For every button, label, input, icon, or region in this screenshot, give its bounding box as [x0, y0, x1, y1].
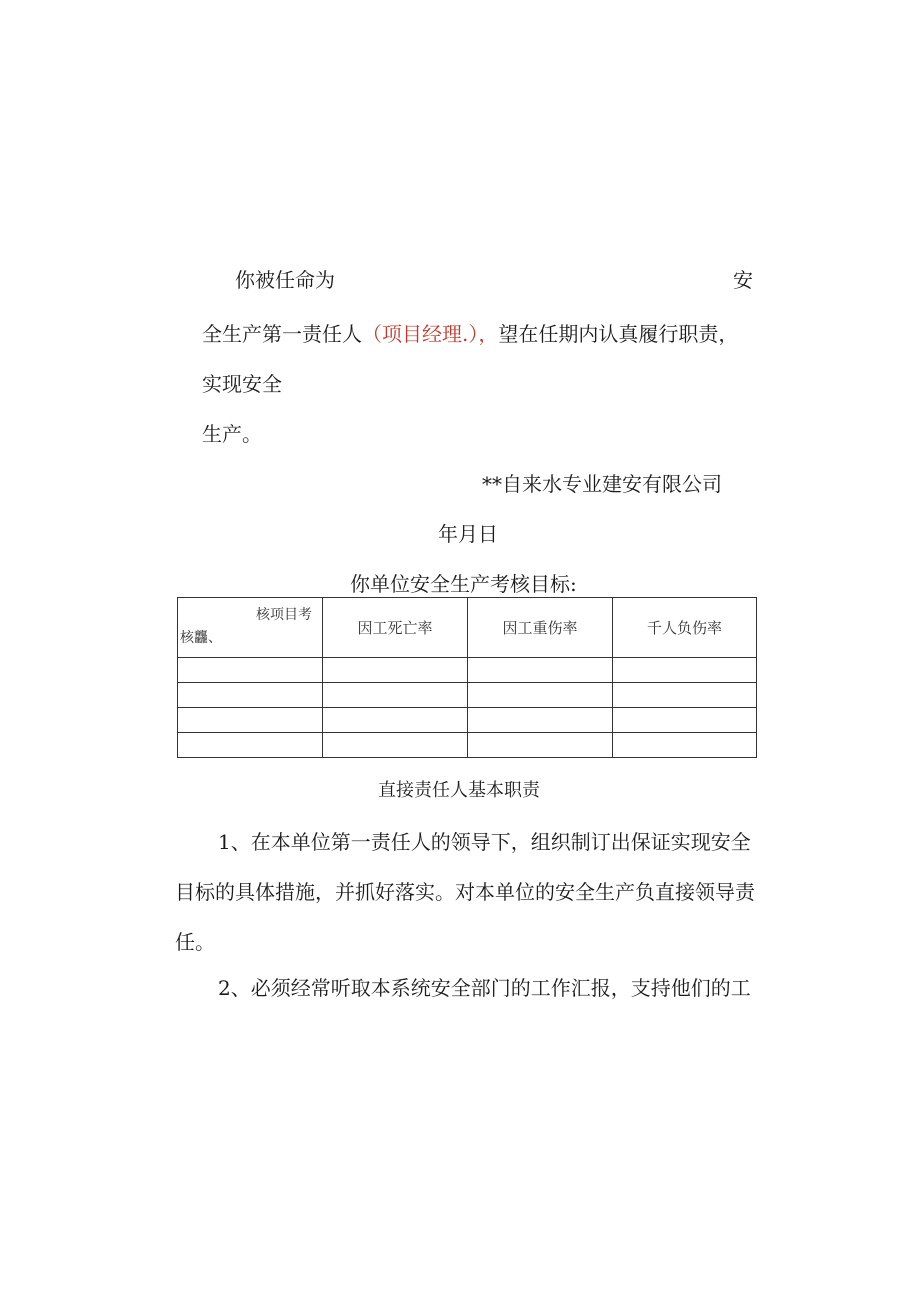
duty-item-1-line-1: 1、在本单位第一责任人的领导下，组织制订出保证实现安全 — [218, 830, 751, 854]
appointment-line2-start: 全生产第一责任人 — [202, 322, 362, 346]
duty-item-1-line-3: 任。 — [175, 930, 215, 954]
table-cell — [323, 708, 468, 733]
goals-table-corner-cell — [178, 598, 323, 658]
signature-date: 年月日 — [438, 522, 498, 546]
table-cell — [613, 708, 757, 733]
table-cell — [613, 683, 757, 708]
column-header-fatality-rate: 因工死亡率 — [323, 598, 468, 658]
goals-table-header-row — [178, 598, 757, 658]
duty-item-1-line-2: 目标的具体措施，并抓好落实。对本单位的安全生产负直接领导责 — [175, 880, 755, 904]
table-cell — [323, 658, 468, 683]
appointment-line1-suffix: 安 — [733, 268, 753, 292]
table-cell — [178, 658, 323, 683]
table-row — [178, 708, 757, 733]
appointment-line4: 生产。 — [202, 422, 262, 446]
goals-table-title: 你单位安全生产考核目标: — [350, 572, 577, 596]
table-row — [178, 683, 757, 708]
table-cell — [468, 683, 613, 708]
appointment-line2 — [202, 322, 738, 346]
table-cell — [468, 658, 613, 683]
appointment-role: （项目经理.）， — [362, 322, 499, 346]
table-cell — [178, 683, 323, 708]
appointment-line2-end: 望在任期内认真履行职责， — [498, 322, 739, 346]
table-row — [178, 733, 757, 758]
table-cell — [178, 733, 323, 758]
appointment-line1-prefix: 你被任命为 — [235, 268, 335, 292]
goals-table — [177, 597, 757, 758]
table-cell — [613, 733, 757, 758]
table-cell — [613, 658, 757, 683]
table-cell — [323, 683, 468, 708]
appointment-line3: 实现安全 — [202, 372, 282, 396]
table-row — [178, 658, 757, 683]
column-header-injury-per-thousand: 千人负伤率 — [613, 598, 757, 658]
duty-item-2-line-1: 2、必须经常听取本系统安全部门的工作汇报，支持他们的工 — [218, 976, 751, 1000]
table-cell — [323, 733, 468, 758]
table-cell — [468, 733, 613, 758]
corner-label-top: 核项目考 — [256, 607, 312, 623]
table-cell — [178, 708, 323, 733]
corner-label-bottom: 核龘、 — [180, 630, 222, 646]
column-header-serious-injury-rate: 因工重伤率 — [468, 598, 613, 658]
duties-heading: 直接责任人基本职责 — [378, 780, 540, 801]
table-cell — [468, 708, 613, 733]
company-name: **自来水专业建安有限公司 — [482, 472, 722, 496]
